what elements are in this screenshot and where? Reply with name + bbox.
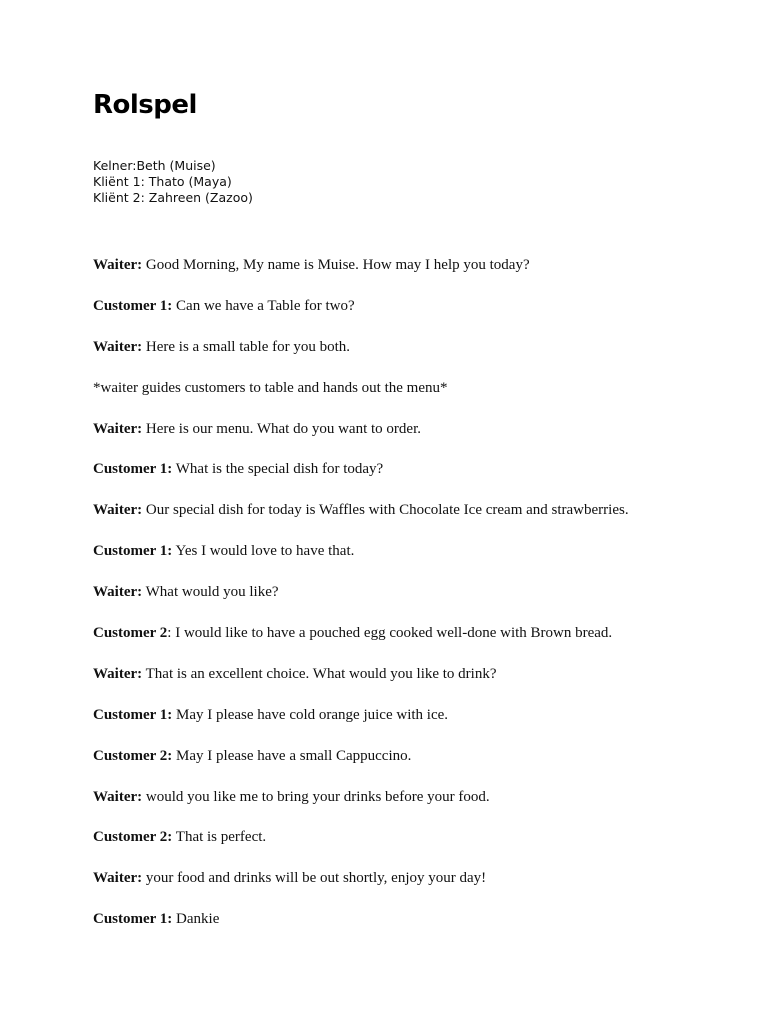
dialogue-line [93,868,733,909]
speaker-label: Waiter: [93,788,143,805]
dialogue-line [93,500,733,541]
cast-item: Kliënt 1: Thato (Maya) [93,174,232,190]
dialogue-text: *waiter guides customers to table and hands out the menu* [93,379,448,396]
dialogue-line [93,909,733,950]
speaker-label: Waiter: [93,502,143,519]
dialogue-text: May I please have a small Cappuccino. [172,747,412,764]
dialogue-text: Good Morning, My name is Muise. How may I help you today? [142,257,530,273]
cast-item: Kelner:Beth (Muise) [93,158,216,173]
dialogue-line [93,337,733,378]
speaker-label: Customer 1: [93,706,173,723]
speaker-label: Customer 2 [93,625,168,642]
speaker-label: Customer 2: [93,747,173,764]
dialogue-line [93,459,733,500]
cast-list [93,158,253,207]
dialogue-text: Here is our menu. What do you want to order. [142,420,421,437]
dialogue-line [93,541,733,582]
dialogue-text: Our special dish for today is Waffles with Chocolate Ice cream and strawberries. [142,502,629,519]
speaker-label: Customer 1: [93,543,173,560]
speaker-label: Waiter: [93,584,143,601]
dialogue-line [93,255,733,296]
dialogue-line [93,419,733,460]
dialogue-line [93,705,733,746]
stage-direction [93,378,733,419]
speaker-label: Waiter: [93,870,143,887]
cast-item: Kliënt 2: Zahreen (Zazoo) [93,190,253,206]
dialogue-text: May I please have cold orange juice with ice. [172,706,449,723]
dialogue-text: What would you like? [142,584,279,601]
speaker-label: Waiter: [93,338,143,355]
dialogue-text: Yes I would love to have that. [172,543,355,560]
speaker-label: Customer 1: [93,297,173,314]
dialogue-text: Can we have a Table for two? [172,297,355,314]
dialogue-line [93,664,733,705]
dialogue-text: Here is a small table for you both. [142,338,351,355]
speaker-label: Customer 1: [93,461,173,478]
dialogue-line [93,787,733,828]
dialogue-line [93,296,733,337]
dialogue-script [93,255,733,950]
speaker-label: Waiter: [93,420,143,437]
speaker-label: Customer 1: [93,911,173,928]
dialogue-text: That is an excellent choice. What would you like to drink? [142,665,497,682]
document-title: Rolspel [93,90,197,120]
dialogue-text: would you like me to bring your drinks before your food. [142,788,490,805]
dialogue-line [93,623,733,664]
dialogue-text: : I would like to have a pouched egg cooked well-done with Brown bread. [167,625,613,642]
dialogue-text: Dankie [172,911,220,928]
speaker-label: Waiter: [93,257,143,273]
dialogue-line [93,746,733,787]
speaker-label: Customer 2: [93,829,173,846]
dialogue-line [93,582,733,623]
speaker-label: Waiter: [93,665,143,682]
dialogue-line [93,827,733,868]
dialogue-text: your food and drinks will be out shortly, enjoy your day! [142,870,487,887]
dialogue-text: What is the special dish for today? [172,461,384,478]
dialogue-text: That is perfect. [172,829,267,846]
